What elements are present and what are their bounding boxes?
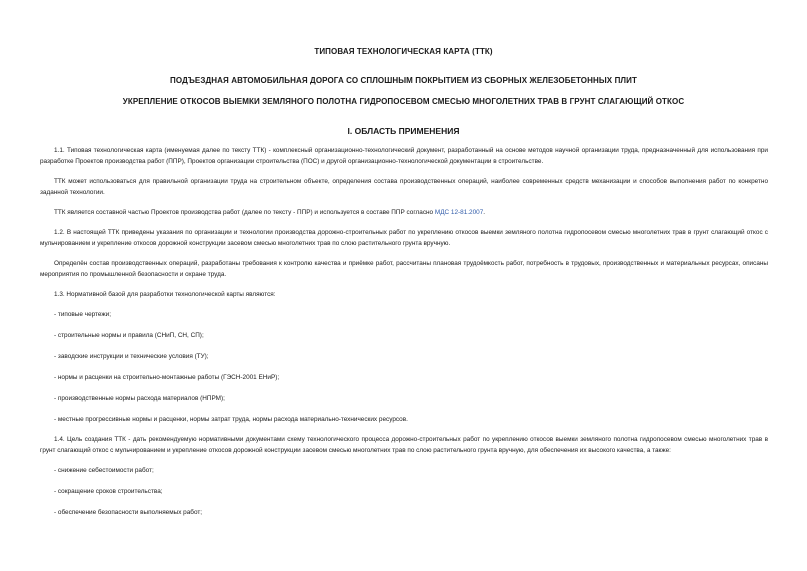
paragraph-operations: Определён состав производственных операций, разработаны требования к контролю качества и приёмке работ, рассчитаны плановая трудоёмкость работ, потребность в трудовых, производственных и материальных ресурсах, описаны мероприятия по промышленной безопасности и охране труда. — [40, 260, 768, 278]
list-item: - строительные нормы и правила (СНиП, СН, СП); — [54, 332, 204, 339]
paragraph-1-2: 1.2. В настоящей ТТК приведены указания по организации и технологии производства дорожно-строительных работ по укреплению откосов выемки земляного полотна гидропосевом смесью многолетних трав в грунт слагающий откос с мульчированием и укрепление откосов дорожной конструкции засевом смесью многолетних трав по слою растительного грунта вручную. — [40, 229, 768, 247]
paragraph-ttk-usage: ТТК может использоваться для правильной организации труда на строительном объекте, определения состава производственных операций, наиболее современных средств механизации и способов выполнения работ по конкретно заданной технологии. — [40, 178, 768, 196]
paragraph-1-4: 1.4. Цель создания ТТК - дать рекомендуемую нормативными документами схему технологического процесса дорожно-строительных работ по укреплению откосов выемки земляного полотна гидропосевом смесью многолетних трав в грунт слагающий откос с мульчированием и укрепление откосов дорожной конструкции засевом смесью многолетних трав по слою растительного грунта вручную, для обеспечения их высокого качества, а также: — [40, 436, 768, 454]
paragraph-ttk-ppr-text: ТТК является составной частью Проектов производства работ (далее по тексту - ППР) и используется в составе ППР согласно — [54, 209, 435, 216]
paragraph-ttk-ppr — [40, 207, 768, 218]
list-item: - обеспечение безопасности выполняемых работ; — [54, 509, 203, 516]
subject-title-line-2: УКРЕПЛЕНИЕ ОТКОСОВ ВЫЕМКИ ЗЕМЛЯНОГО ПОЛОТНА ГИДРОПОСЕВОМ СМЕСЬЮ МНОГОЛЕТНИХ ТРАВ В ГРУНТ СЛАГАЮЩИЙ ОТКОС — [122, 97, 685, 106]
paragraph-ttk-ppr-end: . — [483, 209, 486, 216]
section-heading: I. ОБЛАСТЬ ПРИМЕНЕНИЯ — [347, 126, 460, 136]
paragraph-1-3: 1.3. Нормативной базой для разработки технологической карты являются: — [54, 291, 276, 298]
list-item: - заводские инструкции и технические условия (ТУ); — [54, 353, 209, 360]
list-item: - типовые чертежи; — [54, 311, 111, 318]
subject-title-line-1: ПОДЪЕЗДНАЯ АВТОМОБИЛЬНАЯ ДОРОГА СО СПЛОШНЫМ ПОКРЫТИЕМ ИЗ СБОРНЫХ ЖЕЛЕЗОБЕТОННЫХ ПЛИТ — [170, 76, 637, 85]
doc-type-title: ТИПОВАЯ ТЕХНОЛОГИЧЕСКАЯ КАРТА (ТТК) — [314, 47, 493, 56]
list-item: - снижение себестоимости работ; — [54, 467, 154, 474]
list-item: - производственные нормы расхода материалов (НПРМ); — [54, 395, 225, 402]
list-item: - местные прогрессивные нормы и расценки, нормы затрат труда, нормы расхода материально-технических ресурсов. — [54, 416, 408, 423]
list-item: - сокращение сроков строительства; — [54, 488, 163, 495]
list-item: - нормы и расценки на строительно-монтажные работы (ГЭСН-2001 ЕНиР); — [54, 374, 280, 381]
paragraph-1-1: 1.1. Типовая технологическая карта (именуемая далее по тексту ТТК) - комплексный организационно-технологический документ, разработанный на основе методов научной организации труда, предназначенный для использования при разработке Проектов производства работ (ППР), Проектов организации строительства (ПОС) и другой организационно-технологической документации в строительстве. — [40, 147, 768, 165]
mds-link[interactable]: МДС 12-81.2007 — [434, 209, 484, 216]
